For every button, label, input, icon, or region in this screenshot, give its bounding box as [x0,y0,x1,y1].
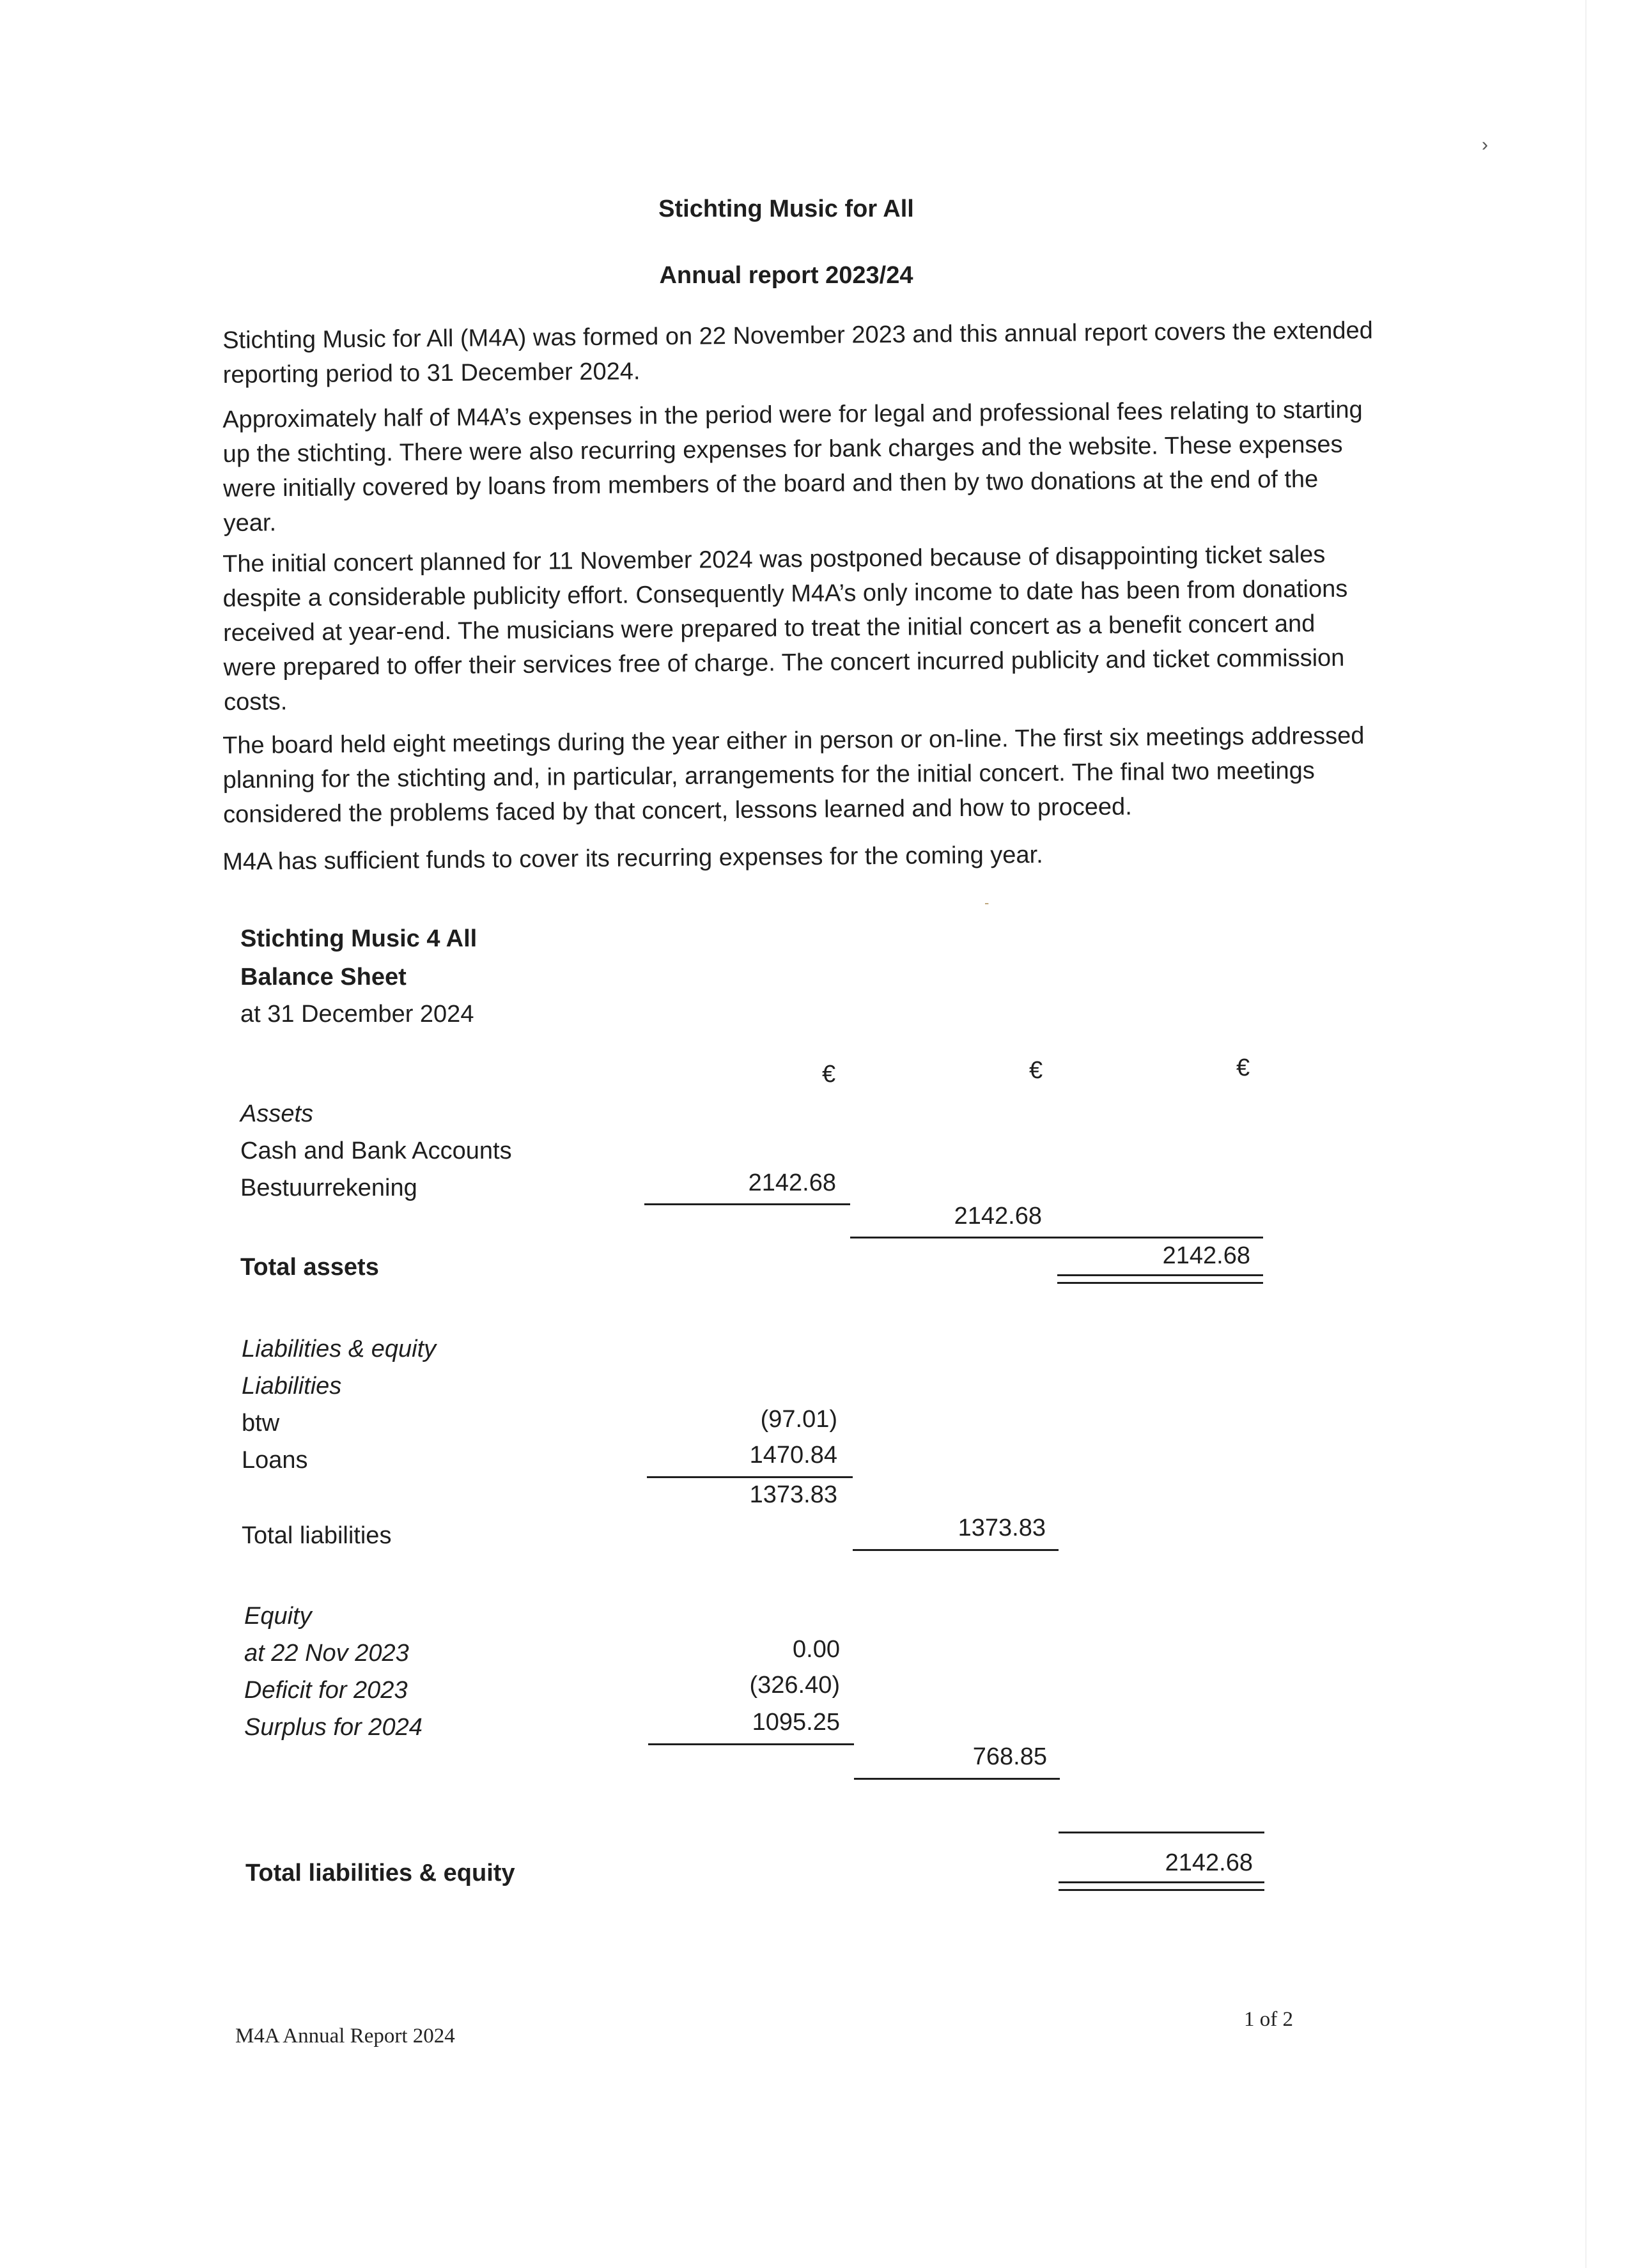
equity-value: 1095.25 [752,1709,840,1736]
total-liabilities-equity-value: 2142.68 [1165,1849,1253,1876]
document-title: Stichting Music for All [658,196,914,222]
paragraph-funds: M4A has sufficient funds to cover its recurring expenses for the coming year. [222,841,1043,876]
underline-rule [1059,1832,1264,1833]
paragraph-formation: Stichting Music for All (M4A) was formed on 22 November 2023 and this annual report covers the extended reporting period to 31 December 2024. [222,317,1373,389]
asset-value: 2142.68 [748,1169,836,1196]
cash-bank-heading: Cash and Bank Accounts [240,1138,512,1164]
total-assets-label: Total assets [240,1254,379,1281]
scan-mark: ‐ [984,895,990,911]
underline-rule [854,1778,1060,1780]
equity-value: (326.40) [749,1672,840,1699]
currency-euro-col2: € [1029,1057,1043,1084]
balance-sheet-entity: Stichting Music 4 All [240,925,477,952]
asset-label: Bestuurrekening [240,1175,417,1201]
paragraph-concert: The initial concert planned for 11 November 2024 was postponed because of disappointing ticket sales despite a considerable publicity effort. Consequently M4A’s only income to date has been from donations received at year-end. The musicians were prepared to treat the initial concert as a benefit concert and were prepared to offer their services free of charge. The concert incurred publicity and ticket commission costs. [222,541,1348,716]
total-liabilities-label: Total liabilities [242,1522,392,1549]
scan-mark: › [1482,134,1488,155]
equity-label: Deficit for 2023 [244,1677,408,1704]
equity-label: Surplus for 2024 [244,1714,423,1741]
footer-report-name: M4A Annual Report 2024 [235,2025,455,2048]
liability-value: 1470.84 [749,1442,837,1469]
assets-heading: Assets [240,1100,314,1127]
paragraph-board-meetings: The board held eight meetings during the year either in person or on-line. The first six meetings addressed planning for the stichting and, in particular, arrangements for the initial concert. The final two meetings considered the problems faced by that concert, lessons learned and how to proceed. [222,722,1365,828]
equity-label: at 22 Nov 2023 [244,1640,409,1667]
liabilities-subtotal: 1373.83 [749,1481,837,1508]
document-subtitle: Annual report 2023/24 [659,262,913,289]
paragraph-expenses: Approximately half of M4A’s expenses in the period were for legal and professional fees relating to starting up the stichting. There were also recurring expenses for bank charges and the website. These expenses were initially covered by loans from members of the board and then by two donations at the end of the year. [222,396,1363,537]
double-underline-rule [1059,1881,1264,1891]
equity-total: 768.85 [972,1743,1047,1770]
liability-label: Loans [242,1447,308,1474]
liabilities-heading: Liabilities [242,1373,342,1400]
footer-page-number: 1 of 2 [1244,2008,1293,2031]
scan-edge [1585,0,1587,2268]
equity-value: 0.00 [793,1636,840,1663]
balance-sheet-date: at 31 December 2024 [240,1001,474,1028]
total-liabilities-value: 1373.83 [958,1515,1046,1541]
liability-label: btw [242,1410,280,1437]
currency-euro-col3: € [1236,1054,1250,1081]
underline-rule [644,1203,850,1205]
underline-rule [850,1237,1263,1238]
liability-value: (97.01) [760,1406,837,1433]
liabilities-equity-heading: Liabilities & equity [242,1336,437,1362]
assets-subtotal: 2142.68 [954,1203,1042,1230]
underline-rule [853,1549,1059,1551]
total-assets-value: 2142.68 [1162,1242,1250,1269]
currency-euro-col1: € [822,1061,836,1088]
underline-rule [647,1476,853,1478]
balance-sheet-title: Balance Sheet [240,964,407,991]
equity-heading: Equity [244,1603,312,1630]
underline-rule [648,1743,854,1745]
double-underline-rule [1057,1274,1263,1284]
total-liabilities-equity-label: Total liabilities & equity [245,1860,515,1886]
